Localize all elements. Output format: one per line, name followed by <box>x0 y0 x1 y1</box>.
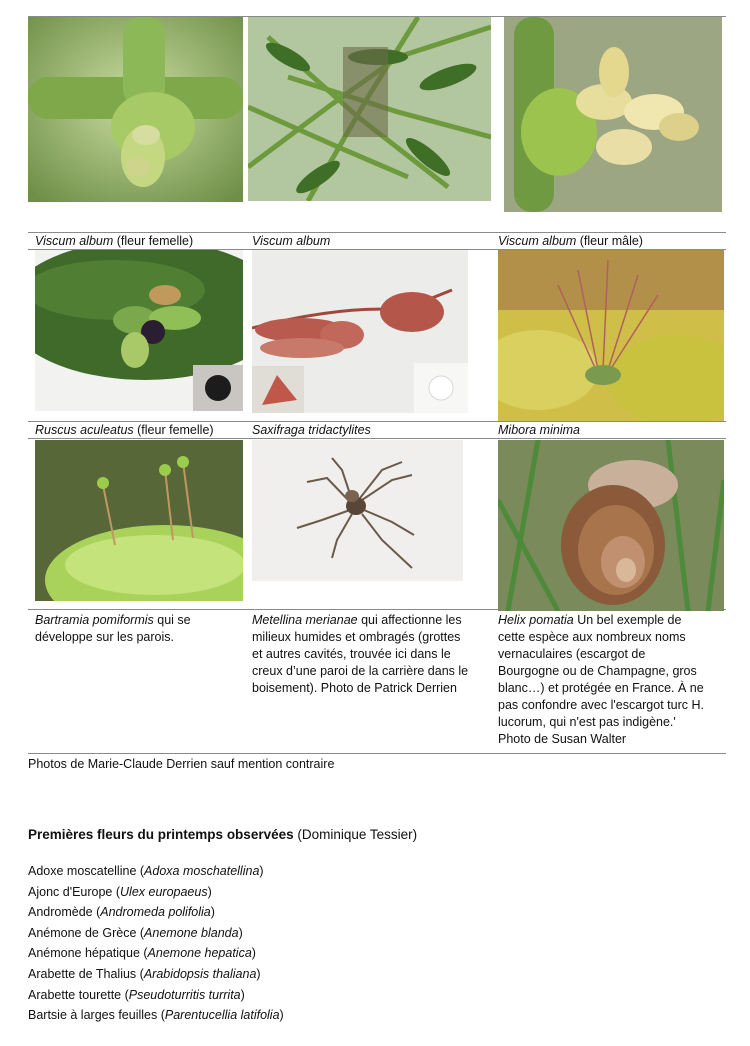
photo-saxifraga <box>252 250 468 413</box>
list-item: Anémone hépatique (Anemone hepatica) <box>28 946 256 961</box>
photo-bartramia <box>35 440 243 601</box>
species-name: Bartramia pomiformis <box>35 613 154 627</box>
species-name: Saxifraga tridactylites <box>252 423 371 437</box>
species-name: Metellina merianae <box>252 613 358 627</box>
species-name: Ruscus aculeatus <box>35 423 134 437</box>
species-name: Viscum album <box>252 234 331 248</box>
photo-viscum-branches <box>248 17 491 201</box>
photo-viscum-female <box>28 17 243 202</box>
caption-mibora <box>498 422 580 439</box>
caption-viscum <box>252 233 330 250</box>
species-name: Viscum album <box>498 234 577 248</box>
list-item: Arabette tourette (Pseudoturritis turrita) <box>28 987 245 1002</box>
photo-helix <box>498 440 724 611</box>
caption-viscum-female: Viscum album (fleur femelle) <box>35 234 194 248</box>
caption-bartramia: Bartramia pomiformis qui se développe sur les parois. <box>35 613 191 644</box>
photo-viscum-male <box>504 17 722 212</box>
photo-metellina <box>252 440 463 581</box>
section-title: Premières fleurs du printemps observées (Dominique Tessier) <box>28 827 418 842</box>
list-item: Adoxe moscatelline (Adoxa moschatellina) <box>28 864 264 878</box>
plant-list <box>28 861 284 1026</box>
photo-ruscus <box>35 250 243 411</box>
photo-mibora <box>498 250 724 421</box>
list-item: Arabette de Thalius (Arabidopsis thaliana) <box>28 966 261 981</box>
list-item: Ajonc d'Europe (Ulex europaeus) <box>28 884 212 899</box>
species-name: Helix pomatia <box>498 613 574 627</box>
table-bottom-rule <box>28 753 726 754</box>
caption-metellina: Metellina merianae qui affectionne les milieux humides et ombragés (grottes et autres cavités, trouvée ici dans le creux d’une paroi de la carrière dans le boisement). Photo de Patrick Derrien <box>252 613 469 695</box>
photo-credit: Photos de Marie-Claude Derrien sauf mention contraire <box>28 757 335 771</box>
list-item: Bartsie à larges feuilles (Parentucellia latifolia) <box>28 1008 284 1023</box>
caption-helix: Helix pomatia Un bel exemple de cette espèce aux nombreux noms vernaculaires (escargot de Bourgogne ou de Champagne, gros blanc…) et protégée en France. À ne pas confondre avec l'escargot turc H. lucorum, qui n'est pas indigène.' Photo de Susan Walter <box>498 613 704 746</box>
caption-ruscus: Ruscus aculeatus (fleur femelle) <box>35 423 214 437</box>
caption-viscum-male: Viscum album (fleur mâle) <box>498 234 643 248</box>
species-name: Mibora minima <box>498 423 580 437</box>
list-item: Andromède (Andromeda polifolia) <box>28 905 215 920</box>
caption-saxifraga <box>252 422 371 439</box>
species-name: Viscum album <box>35 234 114 248</box>
list-item: Anémone de Grèce (Anemone blanda) <box>28 925 243 940</box>
